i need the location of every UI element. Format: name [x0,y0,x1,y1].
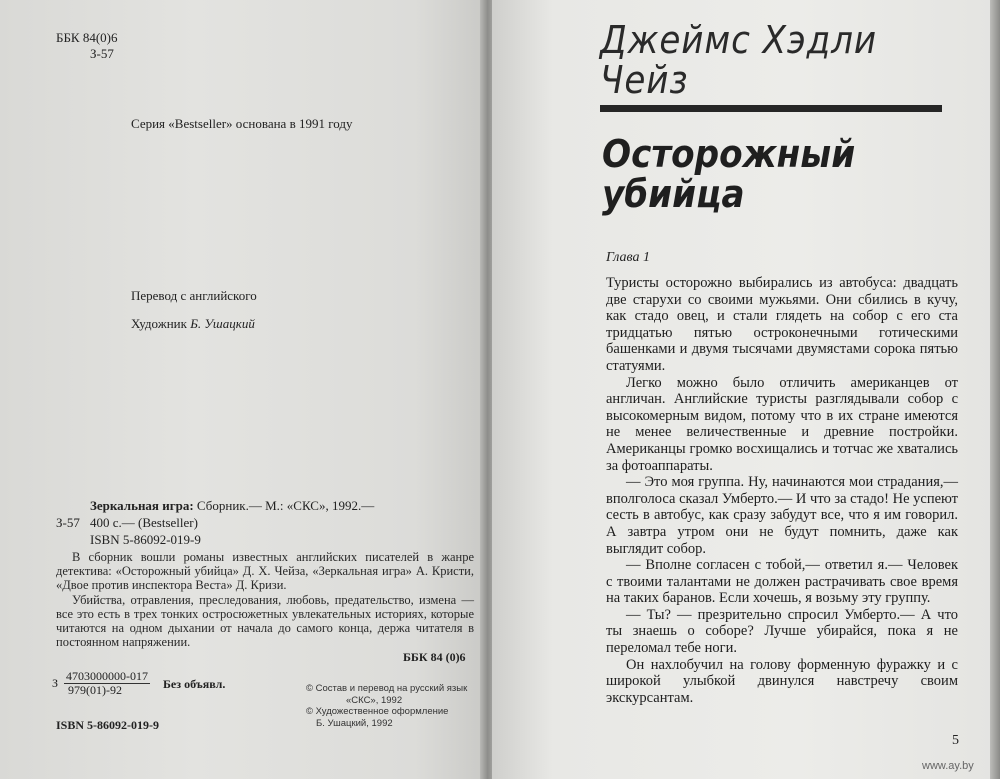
chapter-text [606,275,958,706]
copyright-line: Б. Ушацкий, 1992 [316,717,393,729]
without-announcement: Без объявл. [163,677,226,691]
page-number: 5 [952,733,959,748]
publication-code [52,669,150,697]
catalog-code: З-57 [56,515,80,530]
copyright-line: © Художественное оформление [306,706,449,717]
copyright-line: «СКС», 1992 [346,694,403,706]
catalog-publisher: Сборник.— М.: «СКС», 1992.— [196,498,375,513]
annotation [56,550,474,649]
author-first-name: Джеймс Хэдли [600,18,878,62]
author-last-name: Чейз [600,58,689,102]
title-rule [600,105,942,112]
catalog-isbn: ISBN 5-86092-019-9 [90,532,201,547]
body-paragraph: Он нахлобучил на голову форменную фуражку и с широкой улыбкой двинулся навстречу своим экскурсантам. [606,656,958,706]
artist-name: Б. Ушацкий [190,316,255,331]
book-title-line2: убийца [602,172,745,216]
catalog-pages: 400 с.— (Bestseller) [90,515,198,530]
annotation-paragraph: Убийства, отравления, преследования, любовь, предательство, измена — все это есть в трех тонких остросюжетных увлекательных историях, которые читаются на одном дыхании от начала до самого конца, держа читателя в постоянном напряжении. [56,592,474,650]
body-paragraph: Туристы осторожно выбирались из автобуса: двадцать две старухи со своими мужьями. Они сбились в кучу, как стадо овец, и стали глядеть на собор с его ста тридцатью пятью остроконечными готическими башенками и двумя тысячами двумястами сорока пятью статуями. [606,275,958,374]
isbn-bottom: ISBN 5-86092-019-9 [56,718,160,732]
body-paragraph: Легко можно было отличить американцев от англичан. Английские туристы разглядывали собор с высокомерным видом, потому что в их стране имеются не менее величественные и древние постройки. Американцы громко восхищались и тотчас же хватались за фотоаппараты. [606,374,958,474]
copyright-line: © Состав и перевод на русский язык [306,683,468,694]
annotation-paragraph: В сборник вошли романы известных английских писателей в жанре детектива: «Осторожный убийца» Д. Х. Чейза, «Зеркальная игра» А. Кристи, «Двое против инспектора Веста» Д. Кризи. [56,550,474,593]
bbk-code-bottom: ББК 84 (0)6 [403,650,466,664]
catalog-book-title: Зеркальная игра: [90,498,194,513]
left-page [0,0,488,779]
translation-line: Перевод с английского [131,288,257,303]
bbk-code-top: ББК 84(0)6 [56,30,118,45]
series-line: Серия «Bestseller» основана в 1991 году [131,116,353,131]
copyright-block [306,683,467,729]
watermark: www.ay.by [922,760,974,772]
book-title-line1: Осторожный [602,132,856,176]
artist-line [131,316,255,332]
body-paragraph: — Вполне согласен с тобой,— ответил я.— Человек с твоими талантами не должен растрачивать свое время на таких баранов. Если хочешь, я возьму эту группу. [606,557,958,607]
artist-label: Художник [131,316,187,331]
fraction-numerator: 4703000000-017 [66,669,148,683]
body-paragraph: — Это моя группа. Ну, начинаются мои страдания,— вполголоса сказал Умберто.— И что за стадо! Не успеют сесть в автобус, как сразу забудут все, что я им говорил. А завтра утром они не будут помнить, даже как выглядит собор. [606,474,958,557]
page-edge [990,0,1000,779]
fraction-denominator: 979(01)-92 [68,683,122,697]
catalog-entry-title [90,498,374,514]
fraction-prefix: З [52,676,59,690]
chapter-heading: Глава 1 [606,250,650,265]
catalog-code-top: З-57 [90,46,114,61]
body-paragraph: — Ты? — презрительно спросил Умберто.— А что ты знаешь о соборе? Лучше убирайся, пока я не переломал тебе ноги. [606,606,958,657]
